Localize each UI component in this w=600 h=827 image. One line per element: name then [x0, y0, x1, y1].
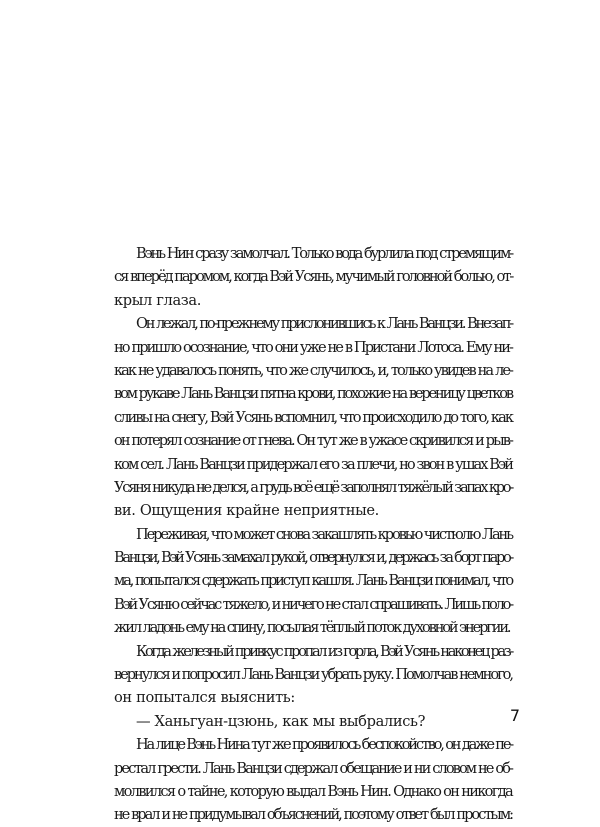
- text-line: Усяня никуда не делся, а грудь всё ещё заполнял тяжёлый запах кро-: [114, 478, 512, 496]
- text-line: не врал и не придумывал объяснений, поэтому ответ был простым:: [114, 806, 512, 824]
- text-line: жил ладонь ему на спину, посылая тёплый поток духовной энергии.: [114, 619, 510, 637]
- text-line: ком сел. Лань Ванцзи придержал его за плечи, но звон в ушах Вэй: [114, 455, 512, 473]
- text-line: Он лежал, по-прежнему прислонившись к Лань Ванцзи. Внезап-: [136, 315, 512, 333]
- text-line: вернулся и попросил Лань Ванцзи убрать руку. Помолчав немного,: [114, 666, 512, 684]
- body-text: [114, 242, 512, 827]
- text-line: На лице Вэнь Нина тут же проявилось беспокойство, он даже пе-: [136, 736, 512, 754]
- text-line: ма, попытался сдержать приступ кашля. Лань Ванцзи понимал, что: [114, 572, 512, 590]
- page-number: 7: [509, 706, 520, 725]
- text-line: но пришло осознание, что они уже не в Пристани Лотоса. Ему ни-: [114, 338, 512, 356]
- text-line: Вэй Усяню сейчас тяжело, и ничего не стал спрашивать. Лишь поло-: [114, 595, 512, 613]
- text-line: крыл глаза.: [114, 291, 202, 309]
- text-line: Ванцзи, Вэй Усянь замахал рукой, отвернулся и, держась за борт паро-: [114, 549, 512, 567]
- text-line: он потерял сознание от гнева. Он тут же в ужасе скривился и рыв-: [114, 432, 512, 450]
- text-line: рестал грести. Лань Ванцзи сдержал обещание и ни словом не об-: [114, 759, 512, 777]
- text-line: Переживая, что может снова закашлять кровью чистюлю Лань: [136, 525, 513, 543]
- text-line: молвился о тайне, которую выдал Вэнь Нин. Однако он никогда: [114, 782, 512, 800]
- text-line: — Ханьгуан-цзюнь, как мы выбрались?: [136, 712, 426, 730]
- text-line: сливы на снегу, Вэй Усянь вспомнил, что происходило до того, как: [114, 408, 512, 426]
- text-line: он попытался выяснить:: [114, 689, 295, 707]
- text-line: ся вперёд паромом, когда Вэй Усянь, мучимый головной болью, от-: [114, 268, 513, 286]
- text-line: ви. Ощущения крайне неприятные.: [114, 502, 379, 520]
- text-line: Когда железный привкус пропал из горла, Вэй Усянь наконец раз-: [136, 642, 512, 660]
- text-line: Вэнь Нин сразу замолчал. Только вода бурлила под стремящим-: [136, 245, 512, 262]
- text-line: как не удавалось понять, что же случилось, и, только увидев на ле-: [114, 361, 512, 379]
- text-line: вом рукаве Лань Ванцзи пятна крови, похожие на вереницу цветков: [114, 385, 512, 403]
